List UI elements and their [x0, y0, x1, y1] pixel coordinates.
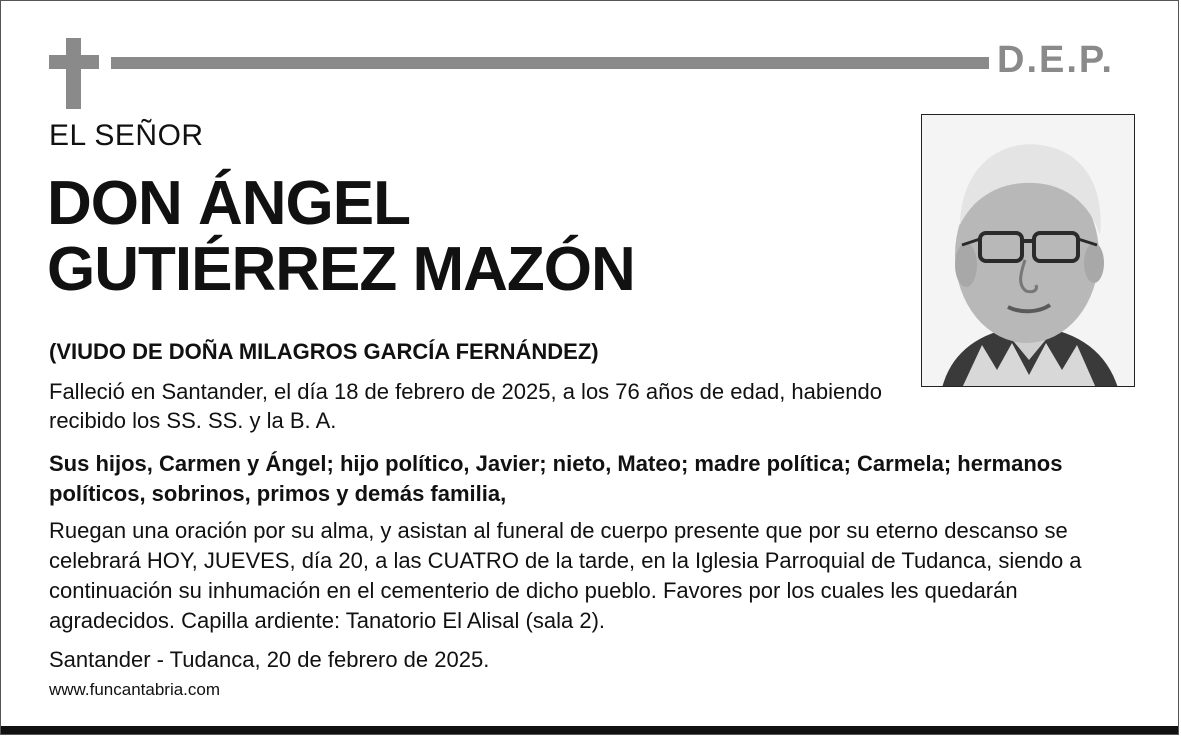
- name-line-1: DON ÁNGEL: [47, 169, 410, 238]
- dateline: Santander - Tudanca, 20 de febrero de 2025.: [49, 647, 490, 672]
- prayer-request: Ruegan una oración por su alma, y asistan al funeral de cuerpo presente que por su eterno descanso se celebrará HOY, JUEVES, día 20, a las CUATRO de la tarde, en la Iglesia Parroquial de Tudanca, siendo a continuación su inhumación en el cementerio de dicho pueblo. Favores por los cuales les quedarán agradecidos. Capilla ardiente: Tanatorio El Alisal (sala 2).: [49, 518, 1082, 633]
- name-line-2: GUTIÉRREZ MAZÓN: [47, 235, 635, 304]
- dep-label: D.E.P.: [997, 39, 1114, 81]
- website-link[interactable]: www.funcantabria.com: [49, 680, 221, 699]
- cross-icon: [49, 38, 99, 109]
- death-notice: Falleció en Santander, el día 18 de febrero de 2025, a los 76 años de edad, habiendo recibido los SS. SS. y la B. A.: [49, 379, 882, 433]
- family-list: Sus hijos, Carmen y Ángel; hijo político, Javier; nieto, Mateo; madre política; Carmela; hermanos políticos, sobrinos, primos y demás familia,: [49, 451, 1063, 506]
- header-rule: [111, 57, 989, 69]
- widow-line: (VIUDO DE DOÑA MILAGROS GARCÍA FERNÁNDEZ): [49, 339, 599, 364]
- honorific: EL SEÑOR: [49, 119, 204, 152]
- deceased-name: [47, 171, 635, 303]
- portrait-photo: [921, 114, 1135, 387]
- footer-rule: [1, 726, 1178, 734]
